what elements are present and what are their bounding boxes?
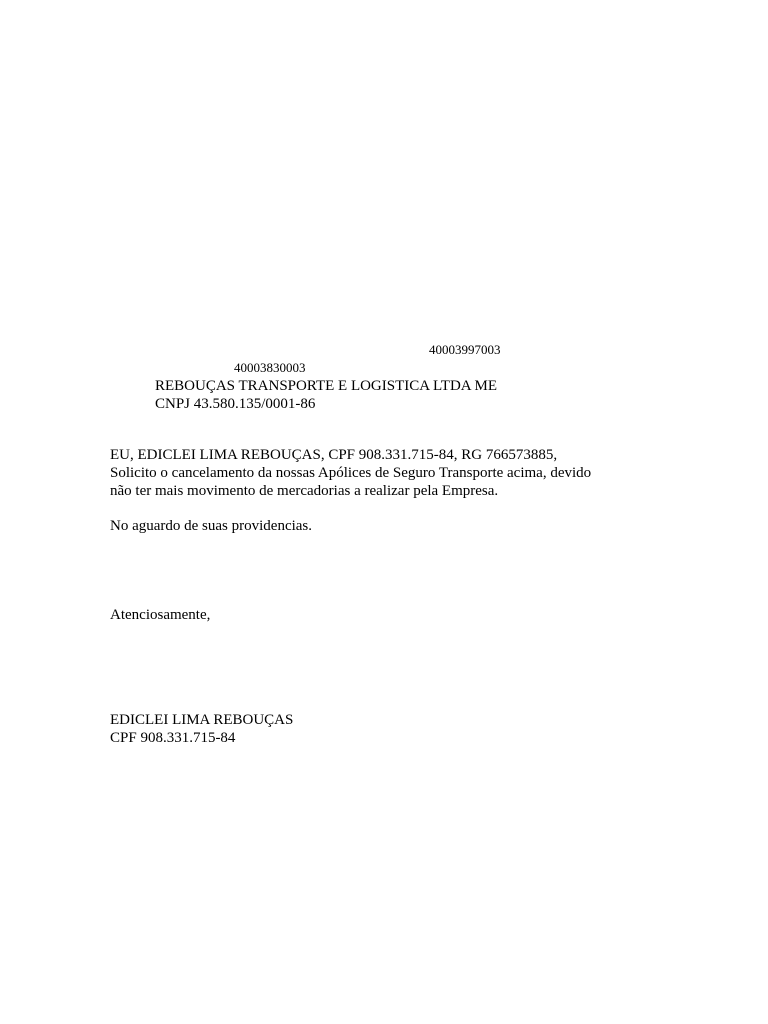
closing-waiting-text: No aguardo de suas providencias. — [110, 518, 313, 534]
company-cnpj: CNPJ 43.580.135/0001-86 — [155, 396, 316, 412]
policy-number-2: 40003997003 — [429, 342, 501, 357]
company-name: REBOUÇAS TRANSPORTE E LOGISTICA LTDA ME — [155, 378, 498, 394]
body-line-3: não ter mais movimento de mercadorias a realizar pela Empresa. — [110, 483, 499, 499]
body-paragraph — [110, 446, 591, 500]
body-line-2: Solicito o cancelamento da nossas Apólices de Seguro Transporte acima, devido — [110, 465, 592, 481]
body-line-1: EU, EDICLEI LIMA REBOUÇAS, CPF 908.331.715-84, RG 766573885, — [110, 447, 558, 463]
signer-name: EDICLEI LIMA REBOUÇAS — [110, 712, 294, 728]
policy-number-1: 40003830003 — [234, 360, 306, 375]
signer-cpf: CPF 908.331.715-84 — [110, 730, 236, 746]
closing-regards-text: Atenciosamente, — [110, 607, 211, 623]
